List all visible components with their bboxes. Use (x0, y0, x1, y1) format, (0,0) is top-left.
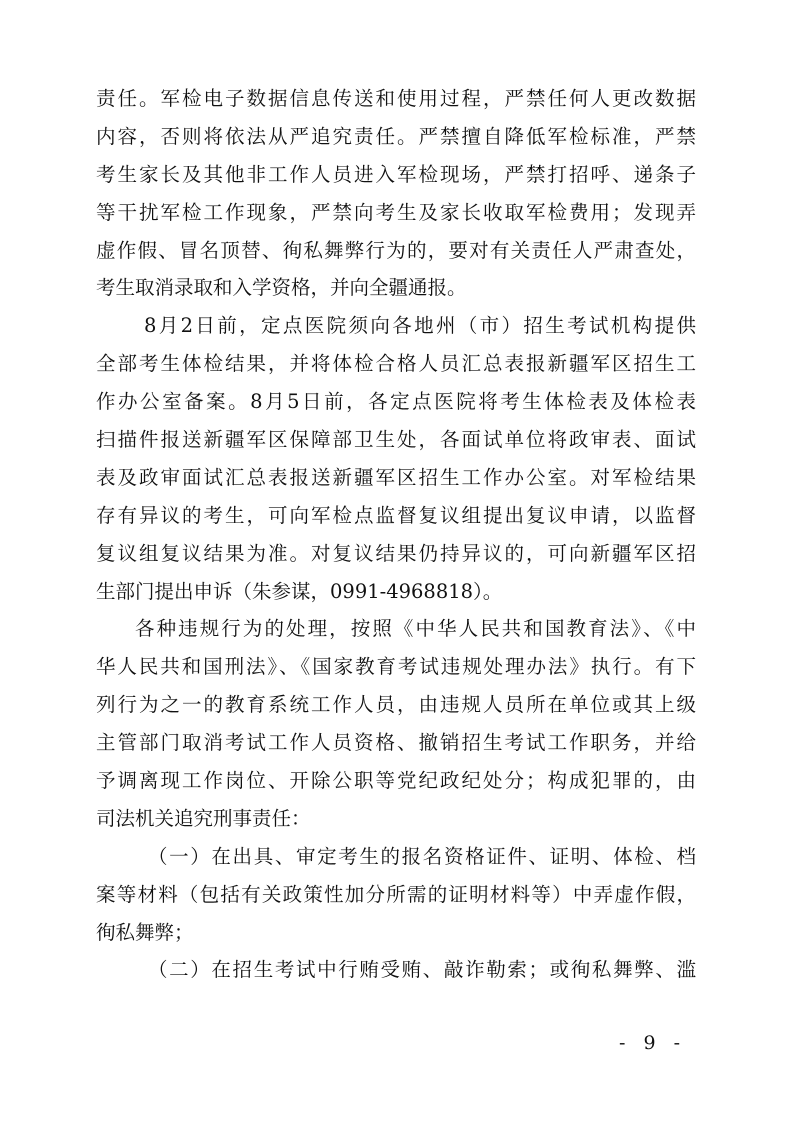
text-line: 全部考生体检结果，并将体检合格人员汇总表报新疆军区招生工 (96, 352, 696, 376)
text-line: 予调离现工作岗位、开除公职等党纪政纪处分；构成犯罪的，由 (96, 769, 696, 793)
text-line: 司法机关追究刑事责任： (96, 806, 311, 830)
body-text (96, 80, 696, 989)
text-line: 列行为之一的教育系统工作人员，由违规人员所在单位或其上级 (96, 693, 696, 717)
text-line: 虚作假、冒名顶替、徇私舞弊行为的，要对有关责任人严肃查处， (96, 238, 696, 262)
text-line: 复议组复议结果为准。对复议结果仍持异议的，可向新疆军区招 (96, 541, 696, 565)
text-line: 各种违规行为的处理，按照《中华人民共和国教育法》、《中 (135, 617, 696, 641)
text-line: 徇私舞弊； (96, 920, 194, 944)
text-line: 存有异议的考生，可向军检点监督复议组提出复议申请，以监督 (96, 503, 696, 527)
text-line: （一）在出具、审定考生的报名资格证件、证明、体检、档 (148, 844, 696, 868)
text-line: 作办公室备案。8月5日前，各定点医院将考生体检表及体检表 (96, 390, 696, 414)
text-line: 考生家长及其他非工作人员进入军检现场，严禁打招呼、递条子 (96, 162, 696, 186)
text-line: 8月2日前，定点医院须向各地州（市）招生考试机构提供 (144, 314, 696, 338)
text-line: 华人民共和国刑法》、《国家教育考试违规处理办法》执行。有下 (96, 655, 696, 679)
text-line: 扫描件报送新疆军区保障部卫生处，各面试单位将政审表、面试 (96, 428, 696, 452)
text-line: 考生取消录取和入学资格，并向全疆通报。 (96, 276, 467, 300)
text-line: 内容，否则将依法从严追究责任。严禁擅自降低军检标准，严禁 (96, 124, 696, 148)
text-line: （二）在招生考试中行贿受贿、敲诈勒索；或徇私舞弊、滥 (148, 958, 696, 982)
text-line: 表及政审面试汇总表报送新疆军区招生工作办公室。对军检结果 (96, 465, 696, 489)
text-line: 责任。军检电子数据信息传送和使用过程，严禁任何人更改数据 (96, 87, 696, 110)
text-line: 主管部门取消考试工作人员资格、撤销招生考试工作职务，并给 (96, 731, 696, 755)
text-line: 生部门提出申诉（朱参谋，0991-4968818）。 (96, 579, 503, 603)
text-line: 等干扰军检工作现象，严禁向考生及家长收取军检费用；发现弄 (96, 200, 696, 224)
text-line: 案等材料（包括有关政策性加分所需的证明材料等）中弄虚作假， (96, 882, 696, 906)
page-number: - 9 - (618, 1032, 686, 1054)
